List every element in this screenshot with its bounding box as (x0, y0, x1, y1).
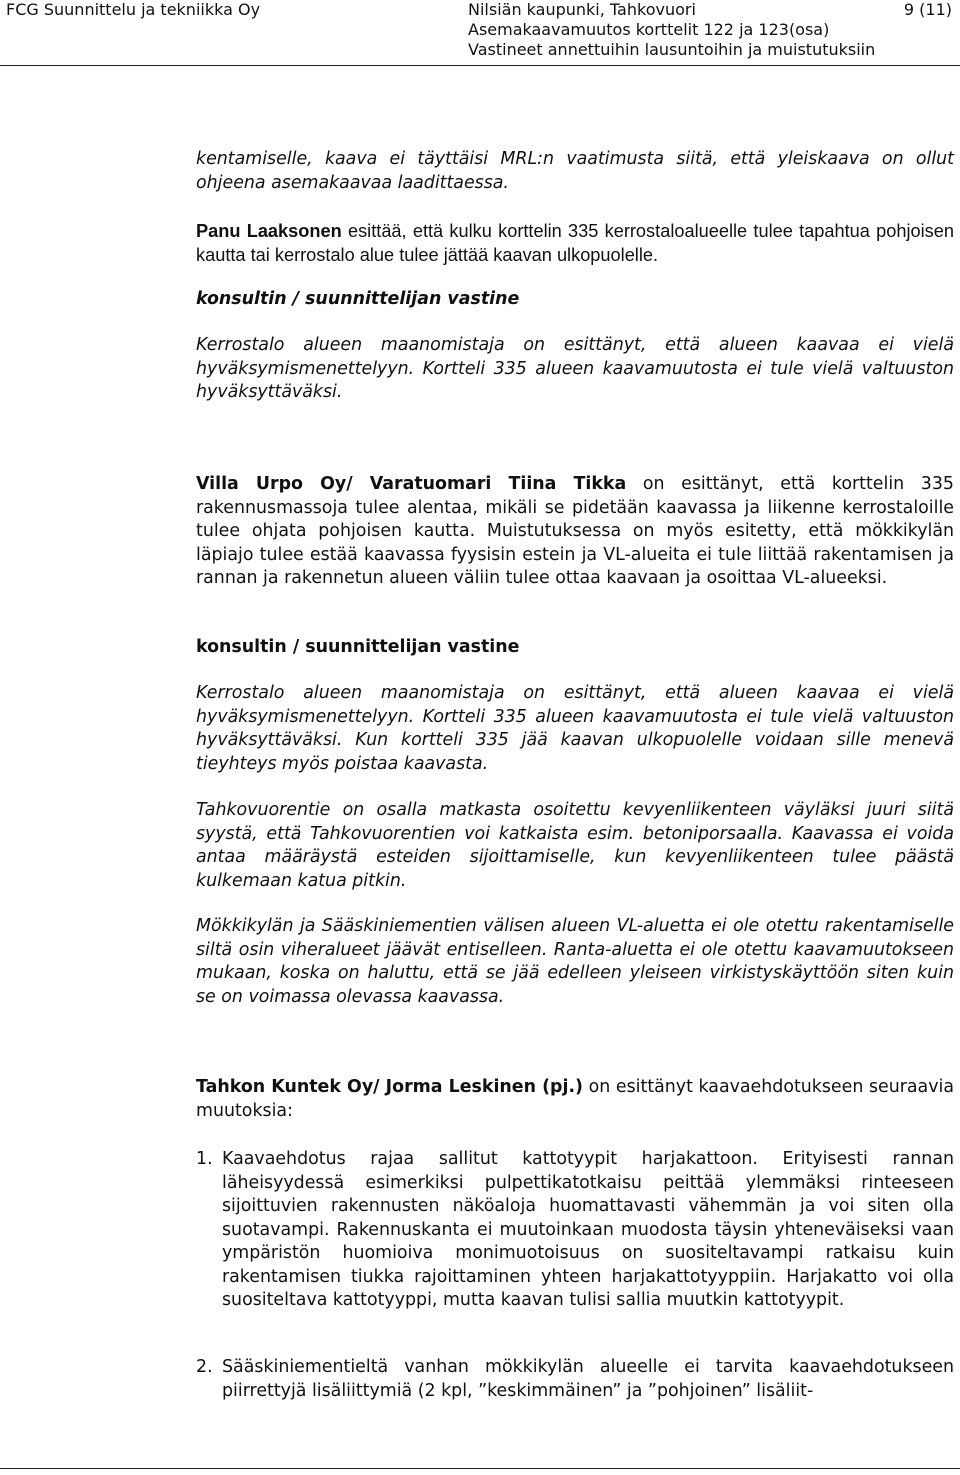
header-line-1: Nilsiän kaupunki, Tahkovuori (468, 0, 696, 19)
tahkon-name: Tahkon Kuntek Oy/ Jorma Leskinen (pj.) (196, 1077, 584, 1097)
villa-text: on esittänyt, että korttelin 335 rakennusmassoja tulee alentaa, mikäli se pidetään kaavassa ja liikenne kerrostaloille tulee ohjata pohjoisen kautta. Muistutuksessa on myös esitetty, että mökkikylän läpiajo tulee estää kaavassa fyysisin estein ja VL-alueita ei tule liittää rakentamisen ja rannan ja rakennetun alueen väliin tulee ottaa kaavaan ja osoittaa VL-alueeksi. (196, 474, 954, 588)
tahkon-text: on esittänyt kaavaehdotukseen seuraavia muutoksia: (196, 1077, 954, 1121)
header-line-3: Vastineet annettuihin lausuntoihin ja muistutuksiin (468, 40, 876, 59)
panu-name: Panu Laaksonen (196, 221, 342, 241)
villa-paragraph (196, 473, 954, 591)
response-heading-2: konsultin / suunnittelijan vastine (196, 637, 520, 657)
intro-paragraph: kentamiselle, kaava ei täyttäisi MRL:n vaatimusta siitä, että yleiskaava on ollut ohjeena asemakaavaa laadittaessa. (196, 149, 954, 193)
list-item-text: Sääskiniementieltä vanhan mökkikylän alueelle ei tarvita kaavaehdotukseen piirrettyjä lisäliittymiä (2 kpl, ”keskimmäinen” ja ”pohjoinen” lisäliit- (222, 1357, 954, 1401)
header-company: FCG Suunnittelu ja tekniikka Oy (6, 0, 261, 19)
panu-paragraph (196, 219, 954, 267)
list-item-text: Kaavaehdotus rajaa sallitut kattotyypit harjakattoon. Erityisesti rannan läheisyydessä esimerkiksi pulpettikatotkaisu peittää ylemmäksi rinteeseen sijoittuvien rakennusten näköaloja huomattavasti vähemmän ja voi siten olla suotavampi. Rakennuskanta ei muutoinkaan muodosta täysin yhteneväiseksi vaan ympäristön huomioiva monimuotoisuus on suositeltavampi ratkaisu kuin rakentamisen tiukka rajoittaminen yhteen harjakattotyyppiin. Harjakatto voi olla suositeltava kattotyyppi, mutta kaavan tulisi sallia muutkin kattotyypit. (222, 1149, 954, 1310)
villa-name: Villa Urpo Oy/ Varatuomari Tiina Tikka (196, 474, 627, 494)
header-document-info (468, 0, 875, 60)
header-divider (0, 65, 960, 66)
response-2-paragraph-2: Tahkovuorentie on osalla matkasta osoitettu kevyenliikenteen väyläksi juuri siitä syystä, että Tahkovuorentien voi katkaista esim. betoniporsaalla. Kaavassa ei voida antaa määräystä esteiden sijoittamiselle, kun kevyenliikenteen tulee päästä kulkemaan katua pitkin. (196, 800, 954, 891)
header-page-number: 9 (11) (903, 0, 952, 19)
page-header (0, 0, 960, 62)
response-heading-1: konsultin / suunnittelijan vastine (196, 289, 520, 309)
response-1-paragraph: Kerrostalo alueen maanomistaja on esittänyt, että alueen kaavaa ei vielä hyväksymismenettelyyn. Kortteli 335 alueen kaavamuutosta ei tule vielä valtuuston hyväksyttäväksi. (196, 335, 954, 402)
tahkon-paragraph (196, 1076, 954, 1123)
response-2-paragraph-3: Mökkikylän ja Sääskiniementien välisen alueen VL-aluetta ei ole otettu rakentamiselle siltä osin viheralueet jäävät entiselleen. Ranta-aluetta ei ole otettu kaavamuutokseen mukaan, koska on haluttu, että se jää edelleen yleiseen virkistyskäyttöön siten kuin se on voimassa olevassa kaavassa. (196, 916, 954, 1007)
list-item-number: 2. (196, 1357, 213, 1377)
footer-divider (0, 1468, 960, 1469)
list-item (196, 1356, 954, 1403)
panu-text: esittää, että kulku korttelin 335 kerrostaloalueelle tulee tapahtua pohjoisen kautta tai kerrostalo alue tulee jättää kaavan ulkopuolelle. (196, 221, 954, 265)
list-item-number: 1. (196, 1149, 213, 1169)
list-item (196, 1148, 954, 1313)
response-2-paragraph-1: Kerrostalo alueen maanomistaja on esittänyt, että alueen kaavaa ei vielä hyväksymismenettelyyn. Kortteli 335 alueen kaavamuutosta ei tule vielä valtuuston hyväksyttäväksi. Kun kortteli 335 jää kaavan ulkopuolelle voidaan sille menevä tieyhteys myös poistaa kaavasta. (196, 683, 954, 774)
header-line-2: Asemakaavamuutos korttelit 122 ja 123(osa) (468, 20, 830, 39)
